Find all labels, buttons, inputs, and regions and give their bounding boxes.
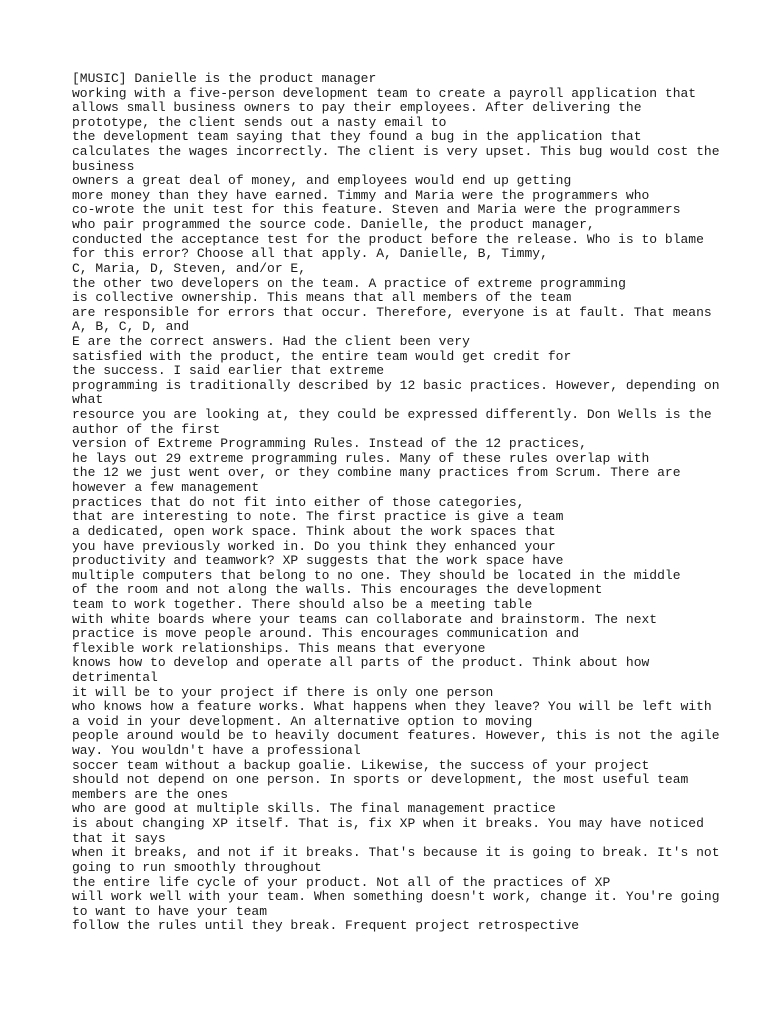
transcript-line: of the room and not along the walls. This encourages the development xyxy=(72,582,603,598)
transcript-line: that it says xyxy=(72,830,166,846)
transcript-line: who are good at multiple skills. The final management practice xyxy=(72,801,556,817)
transcript-line: with white boards where your teams can collaborate and brainstorm. The next xyxy=(72,611,658,627)
transcript-line: a void in your development. An alternative option to moving xyxy=(72,713,533,729)
transcript-line: satisfied with the product, the entire team would get credit for xyxy=(72,348,572,364)
transcript-line: A, B, C, D, and xyxy=(72,319,190,335)
transcript-line: team to work together. There should also be a meeting table xyxy=(72,596,533,612)
transcript-line: for this error? Choose all that apply. A, Danielle, B, Timmy, xyxy=(72,246,548,262)
transcript-line: business xyxy=(72,158,135,174)
transcript-line: the 12 we just went over, or they combine many practices from Scrum. There are xyxy=(72,465,681,481)
transcript-line: who pair programmed the source code. Danielle, the product manager, xyxy=(72,217,595,233)
transcript-line: is about changing XP itself. That is, fix XP when it breaks. You may have noticed xyxy=(72,816,704,832)
transcript-line: calculates the wages incorrectly. The client is very upset. This bug would cost the xyxy=(72,144,720,160)
transcript-line: however a few management xyxy=(72,480,260,496)
transcript-line: working with a five-person development team to create a payroll application that xyxy=(72,85,697,101)
transcript-line: he lays out 29 extreme programming rules. Many of these rules overlap with xyxy=(72,450,650,466)
transcript-line: E are the correct answers. Had the client been very xyxy=(72,333,470,349)
transcript-line: allows small business owners to pay their employees. After delivering the xyxy=(72,100,642,116)
transcript-line: the entire life cycle of your product. Not all of the practices of XP xyxy=(72,874,611,890)
transcript-line: the success. I said earlier that extreme xyxy=(72,363,385,379)
transcript-line: knows how to develop and operate all parts of the product. Think about how xyxy=(72,655,650,671)
transcript-line: more money than they have earned. Timmy and Maria were the programmers who xyxy=(72,187,650,203)
transcript-line: prototype, the client sends out a nasty email to xyxy=(72,114,447,130)
transcript-line: it will be to your project if there is only one person xyxy=(72,684,494,700)
transcript-line: is collective ownership. This means that all members of the team xyxy=(72,290,572,306)
transcript-line: should not depend on one person. In sports or development, the most useful team xyxy=(72,772,689,788)
transcript-line: will work well with your team. When something doesn't work, change it. You're going xyxy=(72,889,720,905)
transcript-line: who knows how a feature works. What happens when they leave? You will be left with xyxy=(72,699,712,715)
transcript-line: flexible work relationships. This means that everyone xyxy=(72,640,486,656)
transcript-line: co-wrote the unit test for this feature. Steven and Maria were the programmers xyxy=(72,202,681,218)
transcript-line: you have previously worked in. Do you think they enhanced your xyxy=(72,538,556,554)
transcript-line: detrimental xyxy=(72,669,158,685)
transcript-line: practice is move people around. This encourages communication and xyxy=(72,626,580,642)
transcript-line: the other two developers on the team. A practice of extreme programming xyxy=(72,275,626,291)
transcript-line: follow the rules until they break. Frequent project retrospective xyxy=(72,918,580,934)
transcript-line: C, Maria, D, Steven, and/or E, xyxy=(72,260,307,276)
transcript-line: people around would be to heavily document features. However, this is not the agile xyxy=(72,728,720,744)
transcript-line: version of Extreme Programming Rules. Instead of the 12 practices, xyxy=(72,436,587,452)
transcript-line: that are interesting to note. The first practice is give a team xyxy=(72,509,564,525)
transcript-line: productivity and teamwork? XP suggests that the work space have xyxy=(72,553,564,569)
transcript-line: to want to have your team xyxy=(72,903,268,919)
transcript-line: members are the ones xyxy=(72,786,229,802)
transcript-line: owners a great deal of money, and employees would end up getting xyxy=(72,173,572,189)
document-page xyxy=(72,71,720,934)
transcript-line: a dedicated, open work space. Think about the work spaces that xyxy=(72,523,556,539)
transcript-line: going to run smoothly throughout xyxy=(72,859,322,875)
transcript-line: what xyxy=(72,392,104,408)
transcript-line: conducted the acceptance test for the product before the release. Who is to blame xyxy=(72,231,704,247)
transcript-line: author of the first xyxy=(72,421,221,437)
transcript-line: [MUSIC] Danielle is the product manager xyxy=(72,71,377,86)
transcript-line: when it breaks, and not if it breaks. That's because it is going to break. It's not xyxy=(72,845,720,861)
transcript-text xyxy=(72,71,720,934)
transcript-line: way. You wouldn't have a professional xyxy=(72,743,361,759)
transcript-line: multiple computers that belong to no one. They should be located in the middle xyxy=(72,567,681,583)
transcript-line: resource you are looking at, they could be expressed differently. Don Wells is the xyxy=(72,407,712,423)
transcript-line: are responsible for errors that occur. Therefore, everyone is at fault. That means xyxy=(72,304,712,320)
transcript-line: the development team saying that they found a bug in the application that xyxy=(72,129,642,145)
transcript-line: programming is traditionally described by 12 basic practices. However, depending on xyxy=(72,377,720,393)
transcript-line: practices that do not fit into either of those categories, xyxy=(72,494,525,510)
transcript-line: soccer team without a backup goalie. Likewise, the success of your project xyxy=(72,757,650,773)
